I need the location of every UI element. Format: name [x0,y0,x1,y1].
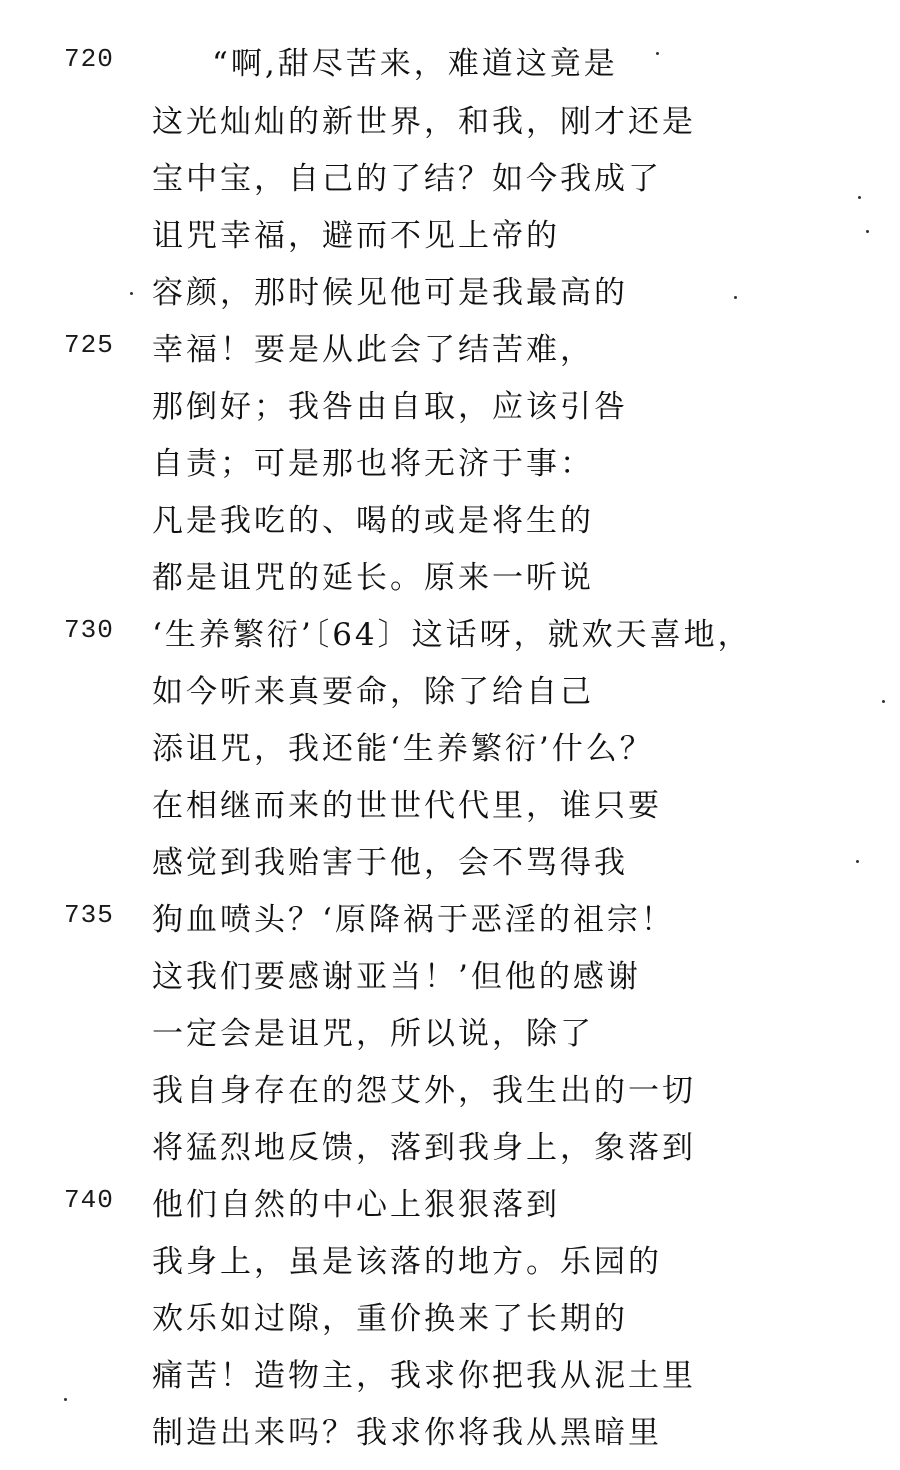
line-number: 720 [64,44,114,74]
verse-text: 在相继而来的世世代代里，谁只要 [152,788,662,824]
verse-line [0,210,900,254]
verse-text: 都是诅咒的延长。原来一听说 [152,560,594,596]
verse-text: 幸福！要是从此会了结苦难， [152,332,594,368]
verse-line [0,1122,900,1166]
verse-text: 容颜，那时候见他可是我最高的 [152,275,628,311]
scan-speck [866,230,869,233]
verse-line [0,552,900,596]
verse-text: 添诅咒，我还能‘生养繁衍’什么？ [152,731,654,767]
verse-text: 诅咒幸福，避而不见上帝的 [152,218,560,254]
verse-line [0,837,900,881]
verse-line [0,723,900,767]
verse-text: 欢乐如过隙，重价换来了长期的 [152,1301,628,1337]
line-number: 730 [64,615,114,645]
verse-line [0,438,900,482]
verse-line [0,324,900,368]
verse-line [0,495,900,539]
scan-speck [858,196,861,199]
verse-line [0,1407,900,1451]
verse-line [0,951,900,995]
verse-line [0,1236,900,1280]
verse-text: 宝中宝，自己的了结？如今我成了 [152,161,662,197]
verse-text: 他们自然的中心上狠狠落到 [152,1187,560,1223]
scan-speck [64,1398,67,1401]
scan-speck [882,700,885,703]
verse-text: 一定会是诅咒，所以说，除了 [152,1016,594,1052]
line-number: 740 [64,1185,114,1215]
verse-text: 将猛烈地反馈，落到我身上，象落到 [152,1130,696,1166]
verse-line [0,666,900,710]
verse-line [0,1350,900,1394]
verse-text: ‘生养繁衍’〔64〕这话呀，就欢天喜地， [152,617,752,653]
verse-line [0,381,900,425]
verse-text: 感觉到我贻害于他，会不骂得我 [152,845,628,881]
verse-line [0,1065,900,1109]
scan-speck [734,296,737,299]
verse-text: 制造出来吗？我求你将我从黑暗里 [152,1415,662,1451]
verse-text: 我身上，虽是该落的地方。乐园的 [152,1244,662,1280]
verse-line [0,96,900,140]
verse-line [0,609,900,653]
line-number: 735 [64,900,114,930]
verse-line [0,780,900,824]
verse-text: 凡是我吃的、喝的或是将生的 [152,503,594,539]
verse-line [0,267,900,311]
verse-text: 狗血喷头？‘原降祸于恶淫的祖宗！ [152,902,675,938]
verse-line [0,894,900,938]
scan-speck [856,860,859,863]
verse-text: 这我们要感谢亚当！’但他的感谢 [152,959,641,995]
verse-text: 那倒好；我咎由自取，应该引咎 [152,389,628,425]
verse-text: 自责；可是那也将无济于事： [152,446,594,482]
verse-text: 如今听来真要命，除了给自己 [152,674,594,710]
scan-speck [656,52,659,55]
verse-text: 我自身存在的怨艾外，我生出的一切 [152,1073,696,1109]
verse-line [0,1008,900,1052]
verse-line [0,1179,900,1223]
verse-text: 这光灿灿的新世界，和我，刚才还是 [152,104,696,140]
verse-text: “啊,甜尽苦来，难道这竟是 [212,46,618,82]
line-number: 725 [64,330,114,360]
verse-text: 痛苦！造物主，我求你把我从泥土里 [152,1358,696,1394]
scan-speck [130,292,133,295]
verse-line [0,1293,900,1337]
verse-line [0,153,900,197]
verse-line [0,38,900,82]
